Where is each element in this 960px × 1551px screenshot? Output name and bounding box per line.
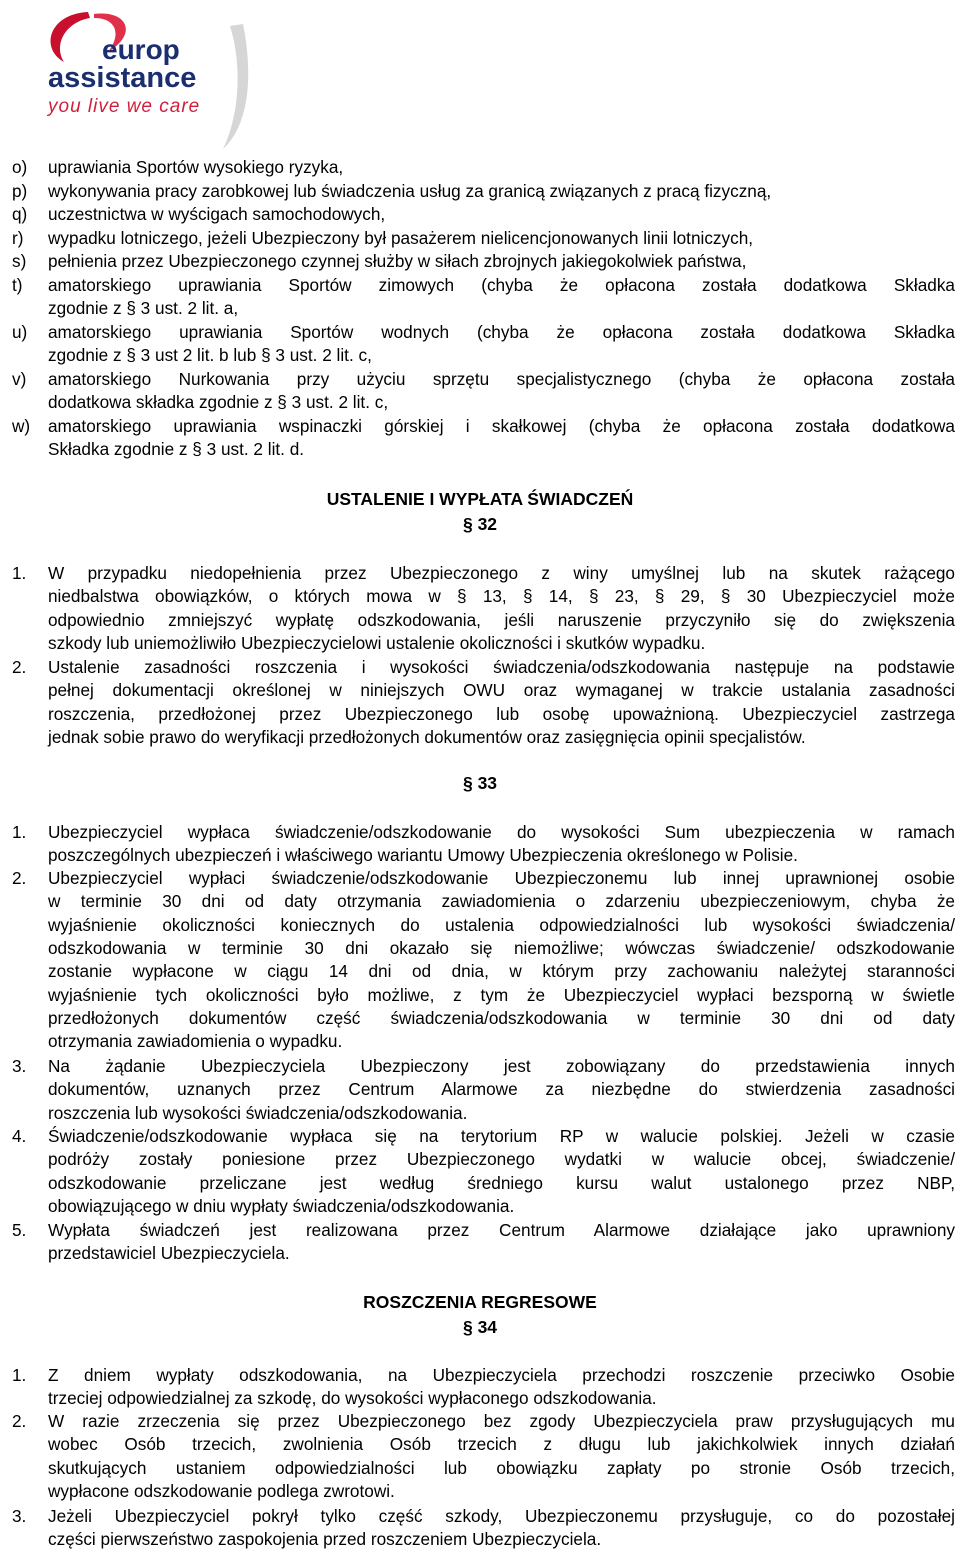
list-item-line: przedłożonych dokumentów część świadczenia/odszkodowania w terminie 30 dni od daty <box>48 1007 955 1028</box>
list-item-line: obowiązującego w dniu wypłaty świadczenia/odszkodowania. <box>48 1195 515 1216</box>
list-marker: r) <box>12 227 24 248</box>
logo-text-europ: europ <box>102 34 180 65</box>
list-item-line: Ubezpieczyciel wypłaci świadczenie/odszkodowanie Ubezpieczonemu lub innej uprawnionej osobie <box>48 868 955 888</box>
list-item-line: Świadczenie/odszkodowanie wypłaca się na terytorium RP w walucie polskiej. Jeżeli w czasie <box>48 1126 955 1146</box>
list-item-line: wobec Osób trzecich, zwolnienia Osób trzecich z długu lub jakichkolwiek innych działań <box>48 1434 955 1455</box>
list-marker: 4. <box>12 1126 27 1146</box>
logo-tagline: you live we care <box>48 96 201 117</box>
list-item-line: Składka zgodnie z § 3 ust. 2 lit. d. <box>48 439 305 460</box>
list-item-line: poszczególnych ubezpieczeń i właściwego wariantu Umowy Ubezpieczenia określonego w Polisie. <box>48 845 798 866</box>
list-item-line: szkody lub uniemożliwiło Ubezpieczycielowi ustalenie okoliczności i skutków wypadku. <box>48 632 706 653</box>
section-title: USTALENIE I WYPŁATA ŚWIADCZEŃ <box>326 489 634 509</box>
list-marker: 2. <box>12 1411 27 1431</box>
list-item-line: dodatkowa składka zgodnie z § 3 ust. 2 lit. c, <box>48 392 389 413</box>
list-item-line: trzeciej odpowiedzialnej za szkodę, do wysokości wypłaconego odszkodowania. <box>48 1388 657 1409</box>
list-item-line: przedstawiciel Ubezpieczyciela. <box>48 1243 290 1264</box>
list-item-line: odszkodowanie przeliczane jest według średniego kursu walut ustalonego przez NBP, <box>48 1172 955 1193</box>
list-item-line: pełnej dokumentacji określonej w niniejszych OWU oraz wymaganej w trakcie ustalania zasadności <box>48 680 955 701</box>
list-item-line: roszczenia, przedłożonej przez Ubezpieczonego lub osobę upoważnioną. Ubezpieczyciel zastrzega <box>48 703 955 724</box>
list-item-line: wyjaśnienie okoliczności koniecznych do ustalenia odpowiedzialności lub wysokości świadczenia/ <box>48 914 955 935</box>
list-item-line: otrzymania zawiadomienia o wypadku. <box>48 1031 343 1052</box>
list-marker: 5. <box>12 1220 27 1240</box>
list-item-line: wypadku lotniczego, jeżeli Ubezpieczony był pasażerem nielicencjonowanych linii lotniczych, <box>48 227 754 248</box>
list-marker: 2. <box>12 868 27 888</box>
list-item-line: niedbalstwa obowiązków, o których mowa w § 13, § 14, § 23, § 29, § 30 Ubezpieczyciel może <box>48 586 955 607</box>
list-item-line: Wypłata świadczeń jest realizowana przez Centrum Alarmowe działające jako uprawniony <box>48 1220 955 1240</box>
list-item-line: odszkodowania w terminie 30 dni okazało się niemożliwe; wówczas świadczenie/ odszkodowanie <box>48 937 955 958</box>
company-logo <box>18 4 238 146</box>
list-item-line: zostanie wypłacone w ciągu 14 dni od dnia, w którym przy zachowaniu należytej staranności <box>48 961 955 982</box>
list-item-line: Na żądanie Ubezpieczyciela Ubezpieczony jest zobowiązany do przedstawienia innych <box>48 1056 955 1076</box>
list-item-line: podróży zostały poniesione przez Ubezpieczonego wydatki w walucie obcej, świadczenie/ <box>48 1149 955 1170</box>
list-marker: s) <box>12 251 27 271</box>
list-item-line: odpowiednio zmniejszyć wypłatę odszkodowania, jeśli naruszenie przyczyniło się do zwiększenia <box>48 609 955 630</box>
list-marker: t) <box>12 275 23 295</box>
list-marker: 1. <box>12 563 27 583</box>
list-item-line: części pierwszeństwo zaspokojenia przed roszczeniem Ubezpieczyciela. <box>48 1529 602 1550</box>
list-item-line: jednak sobie prawo do weryfikacji przedłożonych dokumentów oraz zasięgnięcia opinii specjalistów. <box>48 726 806 747</box>
paragraph-number: § 33 <box>462 773 498 793</box>
list-marker: u) <box>12 322 28 342</box>
paragraph-number: § 34 <box>462 1317 498 1337</box>
list-marker: 3. <box>12 1056 27 1076</box>
list-item-line: wykonywania pracy zarobkowej lub świadczenia usług za granicą związanych z pracą fizyczną, <box>48 180 772 201</box>
list-marker: 2. <box>12 657 27 677</box>
list-item-line: wypłacone odszkodowanie podlega zwrotowi. <box>48 1480 395 1501</box>
list-item-line: W przypadku niedopełnienia przez Ubezpieczonego z winy umyślnej lub na skutek rażącego <box>48 563 955 583</box>
paragraph-number: § 32 <box>462 514 498 534</box>
list-item-line: skutkujących ustaniem odpowiedzialności lub obowiązku zapłaty po stronie Osób trzecich, <box>48 1457 955 1478</box>
list-marker: 1. <box>12 822 27 842</box>
list-item-line: wyjaśnienie tych okoliczności było możliwe, z tym że Ubezpieczyciel wypłaci bezsporną w świetle <box>48 984 955 1005</box>
list-item-line: Ubezpieczyciel wypłaca świadczenie/odszkodowanie do wysokości Sum ubezpieczenia w ramach <box>48 822 955 842</box>
list-item-line: w terminie 30 dni od daty otrzymania zawiadomienia o zdarzeniu ubezpieczeniowym, chyba że <box>48 891 955 912</box>
list-marker: 1. <box>12 1365 27 1385</box>
list-marker: w) <box>12 416 31 436</box>
list-item-line: amatorskiego uprawiania Sportów zimowych (chyba że opłacona została dodatkowa Składka <box>48 275 955 295</box>
list-marker: v) <box>12 369 27 389</box>
list-item-line: uprawiania Sportów wysokiego ryzyka, <box>48 157 344 177</box>
section-title: ROSZCZENIA REGRESOWE <box>363 1292 597 1312</box>
list-item-line: amatorskiego Nurkowania przy użyciu sprzętu specjalistycznego (chyba że opłacona została <box>48 369 955 389</box>
list-item-line: amatorskiego uprawiania wspinaczki górskiej i skałkowej (chyba że opłacona została dodatkowa <box>48 416 955 436</box>
list-marker: 3. <box>12 1506 27 1526</box>
list-item-line: amatorskiego uprawiania Sportów wodnych (chyba że opłacona została dodatkowa Składka <box>48 322 955 342</box>
list-item-line: zgodnie z § 3 ust 2 lit. b lub § 3 ust. 2 lit. c, <box>48 345 372 366</box>
list-item-line: roszczenia lub wysokości świadczenia/odszkodowania. <box>48 1102 468 1123</box>
list-item-line: Ustalenie zasadności roszczenia i wysokości świadczenia/odszkodowania następuje na podstawie <box>48 657 955 677</box>
list-item-line: Jeżeli Ubezpieczyciel pokrył tylko część szkody, Ubezpieczonemu przysługuje, co do pozostałej <box>48 1506 955 1526</box>
list-item-line: pełnienia przez Ubezpieczonego czynnej służby w siłach zbrojnych jakiegokolwiek państwa, <box>48 251 747 271</box>
list-item-line: dokumentów, uznanych przez Centrum Alarmowe za niezbędne do stwierdzenia zasadności <box>48 1079 955 1100</box>
list-item-line: Z dniem wypłaty odszkodowania, na Ubezpieczyciela przechodzi roszczenie przeciwko Osobie <box>48 1365 955 1385</box>
list-item-line: uczestnictwa w wyścigach samochodowych, <box>48 204 386 224</box>
list-marker: p) <box>12 180 28 201</box>
list-marker: o) <box>12 157 28 177</box>
list-item-line: W razie zrzeczenia się przez Ubezpieczonego bez zgody Ubezpieczyciela praw przysługujących mu <box>48 1411 955 1431</box>
list-item-line: zgodnie z § 3 ust. 2 lit. a, <box>48 298 239 319</box>
list-marker: q) <box>12 204 28 224</box>
logo-text-assistance: assistance <box>48 62 197 94</box>
